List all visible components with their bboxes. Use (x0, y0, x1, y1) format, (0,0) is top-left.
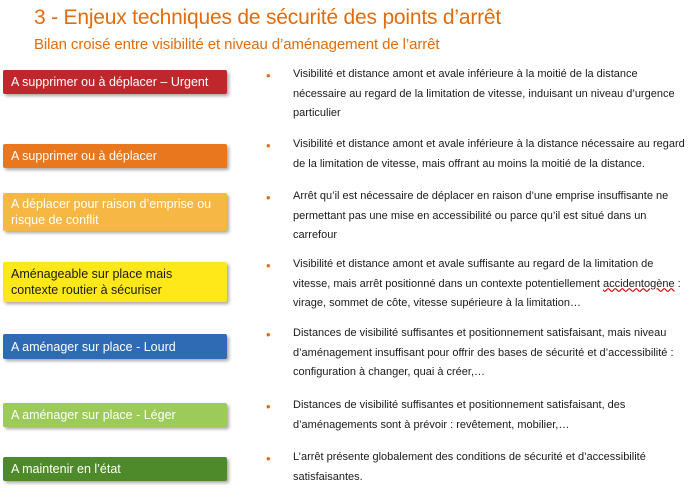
category-label: A déplacer pour raison d’emprise ou risque de conflit (11, 197, 212, 227)
category-label: A aménager sur place - Lourd (11, 339, 176, 354)
category-label: A supprimer ou à déplacer – Urgent (11, 75, 209, 89)
category-label: A supprimer ou à déplacer (11, 149, 157, 163)
category-box-lourd (3, 334, 227, 359)
bullet-icon: • (266, 68, 271, 83)
category-description: Distances de visibilité suffisantes et positionnement satisfaisant, mais niveau d’aménagement insuffisant pour offrir des bases de sécurité et d’accessibilité : configuration à changer, quai à créer,… (293, 327, 674, 378)
category-description: Visibilité et distance amont et avale inférieure à la moitié de la distance nécessaire au regard de la limitation de vitesse, induisant un niveau d’urgence particulier (293, 68, 675, 119)
page-subtitle: Bilan croisé entre visibilité et niveau d’aménagement de l’arrêt (34, 36, 440, 53)
category-label: Aménageable sur place mais contexte routier à sécuriser (11, 267, 173, 297)
category-box-supprimer (3, 144, 227, 168)
category-description: Visibilité et distance amont et avale inférieure à la distance nécessaire au regard de la limitation de vitesse, mais offrant au moins la moitié de la distance. (293, 138, 685, 170)
bullet-icon: • (266, 451, 271, 466)
category-box-leger (3, 403, 227, 427)
category-description: Distances de visibilité suffisantes et positionnement satisfaisant, des d’aménagements sont à prévoir : revêtement, mobilier,… (293, 399, 626, 431)
bullet-icon: • (266, 138, 271, 153)
category-box-amenageable (3, 262, 227, 302)
spellcheck-flagged-word: accidentogène (603, 277, 675, 290)
description-text: : virage, sommet de côte, vitesse supérieure à la limitation… (293, 277, 681, 309)
bullet-icon: • (266, 258, 271, 273)
category-box-deplacer (3, 193, 227, 231)
category-description (293, 255, 693, 314)
category-label: A aménager sur place - Léger (11, 408, 176, 422)
category-label: A maintenir en l’état (11, 462, 121, 476)
category-box-urgent (3, 70, 227, 94)
page-title: 3 - Enjeux techniques de sécurité des points d’arrêt (34, 6, 502, 29)
bullet-icon: • (266, 190, 271, 205)
bullet-icon: • (266, 399, 271, 414)
category-description: L’arrêt présente globalement des conditions de sécurité et d’accessibilité satisfaisantes. (293, 451, 646, 483)
category-box-maintenir (3, 457, 227, 481)
description-text: Visibilité et distance amont et avale suffisante au regard de la limitation de vitesse, mais arrêt positionné dans un contexte potentiellement (293, 258, 654, 290)
category-description: Arrêt qu’il est nécessaire de déplacer en raison d’une emprise insuffisante ne permettant pas une mise en accessibilité ou parce qu’il est situé dans un carrefour (293, 190, 669, 241)
bullet-icon: • (266, 327, 271, 342)
